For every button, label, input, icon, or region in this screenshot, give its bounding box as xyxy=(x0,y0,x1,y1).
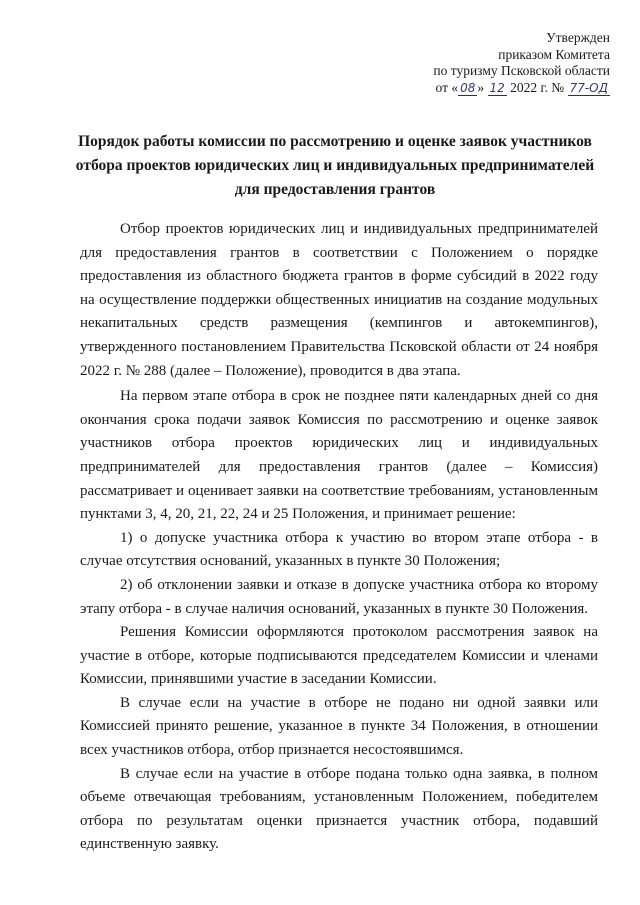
approval-line-2: приказом Комитета xyxy=(498,46,610,62)
approval-stamp-block xyxy=(400,30,610,96)
date-prefix: от « xyxy=(435,79,459,95)
paragraph-decisions: Решения Комиссии оформляются протоколом рассмотрения заявок на участие в отборе, которые подписываются председателем Комиссии и членами Комиссии, принявшими участие в заседании Комиссии. xyxy=(80,624,598,688)
paragraph-failed-selection: В случае если на участие в отборе не подано ни одной заявки или Комиссией принято решение, указанное в пункте 34 Положения, в отношении всех участников отбора, отбор признается несостоявшимся. xyxy=(80,694,598,759)
handwritten-day: 08 xyxy=(460,80,476,95)
handwritten-order-number: 77-ОД xyxy=(569,80,608,95)
paragraph-single-application: В случае если на участие в отборе подана только одна заявка, в полном объеме отвечающая требованиям, установленным Положением, победителем отбора по результатам оценки признается участник отбора, подавший единственную заявку. xyxy=(80,765,598,853)
document-body xyxy=(80,218,598,857)
year-text: 2022 г. № xyxy=(510,79,565,95)
approval-line-1: Утвержден xyxy=(546,30,610,45)
paragraph-first-stage: На первом этапе отбора в срок не позднее пяти календарных дней со дня окончания срока подачи заявок Комиссия по рассмотрению и оценке заявок участников отбора проектов юридических лиц и индивидуальных предпринимателей для предоставления грантов (далее – Комиссия) рассматривает и оценивает заявки на соответствие требованиям, установленным пунктами 3, 4, 20, 21, 22, 24 и 25 Положения, и принимает решение: xyxy=(80,388,598,523)
approval-date-line xyxy=(400,80,610,97)
document-title: Порядок работы комиссии по рассмотрению и оценке заявок участников отбора проектов юридических лиц и индивидуальных предпринимателей для предоставления грантов xyxy=(75,133,595,198)
paragraph-item-1: 1) о допуске участника отбора к участию во втором этапе отбора - в случае отсутствия оснований, указанных в пункте 30 Положения; xyxy=(80,529,598,570)
handwritten-month: 12 xyxy=(489,80,505,95)
date-mid: » xyxy=(477,79,485,95)
paragraph-item-2: 2) об отклонении заявки и отказе в допуске участника отбора ко второму этапу отбора - в случае наличия оснований, указанных в пункте 30 Положения. xyxy=(80,576,598,617)
approval-line-3: по туризму Псковской области xyxy=(433,63,610,78)
paragraph-intro: Отбор проектов юридических лиц и индивидуальных предпринимателей для предоставления грантов в соответствии с Положением о порядке предоставления из областного бюджета грантов в форме субсидий в 2022 году на осуществление поддержки общественных инициатив на создание модульных некапитальных средств размещения (кемпингов и автокемпингов), утвержденного постановлением Правительства Псковской области от 24 ноября 2022 г. № 288 (далее – Положение), проводится в два этапа. xyxy=(80,221,598,379)
